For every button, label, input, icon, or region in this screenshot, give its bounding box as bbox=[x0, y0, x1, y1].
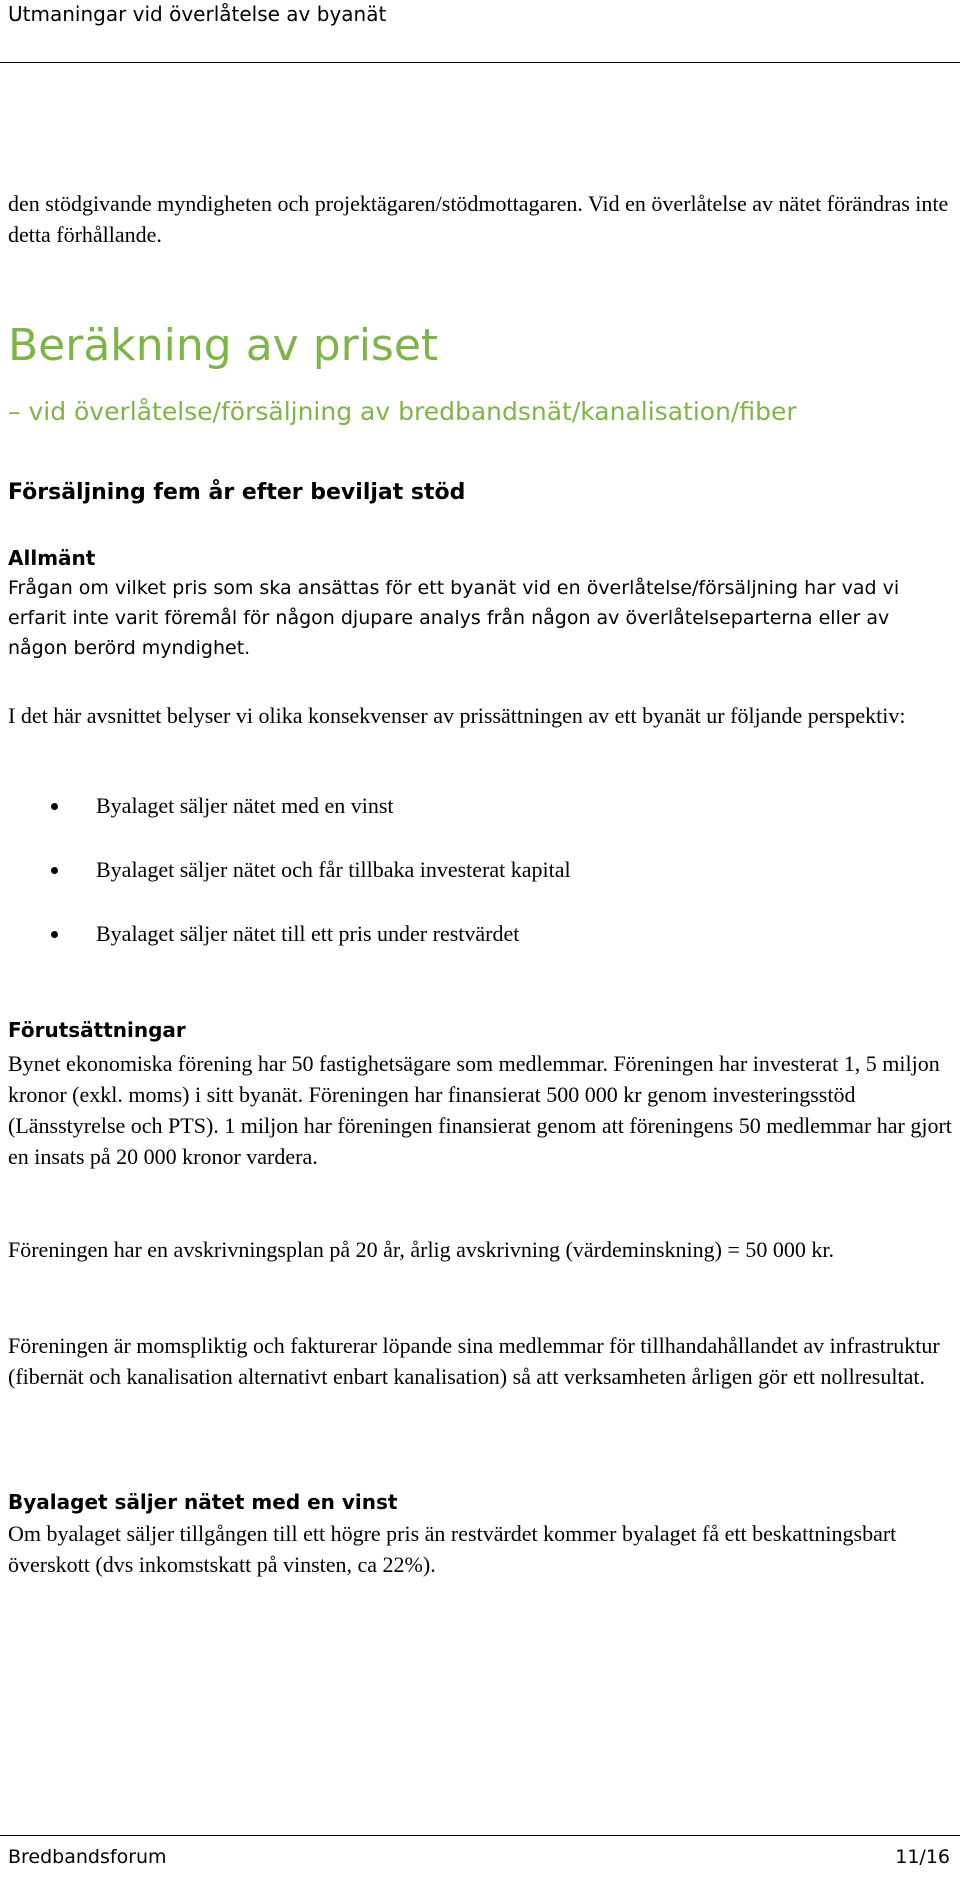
allmant-text: Frågan om vilket pris som ska ansättas för ett byanät vid en överlåtelse/försäljning har vad vi erfarit inte varit föremål för någon djupare analys från någon av överlåtelseparterna eller av någon berörd myndighet. bbox=[8, 577, 900, 659]
footer-rule bbox=[0, 1835, 960, 1836]
bullet-icon bbox=[51, 931, 58, 938]
vinst-heading: Byalaget säljer nätet med en vinst bbox=[8, 1490, 398, 1514]
forutsattningar-heading: Förutsättningar bbox=[8, 1018, 186, 1042]
perspective-intro: I det här avsnittet belyser vi olika konsekvenser av prissättningen av ett byanät ur följande perspektiv: bbox=[8, 703, 906, 728]
list-item-text: Byalaget säljer nätet med en vinst bbox=[96, 793, 394, 818]
header-rule bbox=[0, 62, 960, 63]
forutsattningar-p3: Föreningen är momspliktig och fakturerar löpande sina medlemmar för tillhandahållandet av infrastruktur (fibernät och kanalisation alternativt enbart kanalisation) så att verksamheten årligen gör ett nollresultat. bbox=[8, 1333, 940, 1389]
header-title: Utmaningar vid överlåtelse av byanät bbox=[8, 2, 387, 26]
list-item bbox=[0, 854, 960, 918]
perspective-list bbox=[0, 790, 960, 982]
page-number: 11/16 bbox=[895, 1846, 950, 1868]
footer-publisher: Bredbandsforum bbox=[8, 1846, 167, 1868]
subsection-title: Försäljning fem år efter beviljat stöd bbox=[8, 480, 466, 505]
intro-paragraph: den stödgivande myndigheten och projektägaren/stödmottagaren. Vid en överlåtelse av nätet förändras inte detta förhållande. bbox=[8, 191, 949, 247]
forutsattningar-p1: Bynet ekonomiska förening har 50 fastighetsägare som medlemmar. Föreningen har investerat 1, 5 miljon kronor (exkl. moms) i sitt byanät. Föreningen har finansierat 500 000 kr genom investeringsstöd (Länsstyrelse och PTS). 1 miljon har föreningen finansierat genom att föreningens 50 medlemmar har gjort en insats på 20 000 kronor vardera. bbox=[8, 1051, 952, 1169]
bullet-icon bbox=[51, 867, 58, 874]
vinst-text: Om byalaget säljer tillgången till ett högre pris än restvärdet kommer byalaget få ett beskattningsbart överskott (dvs inkomstskatt på vinsten, ca 22%). bbox=[8, 1521, 897, 1577]
list-item bbox=[0, 790, 960, 854]
list-item-text: Byalaget säljer nätet till ett pris under restvärdet bbox=[96, 921, 520, 946]
list-item-text: Byalaget säljer nätet och får tillbaka investerat kapital bbox=[96, 857, 571, 882]
list-item bbox=[0, 918, 960, 982]
section-title: Beräkning av priset bbox=[8, 320, 439, 371]
allmant-heading: Allmänt bbox=[8, 546, 96, 570]
bullet-icon bbox=[51, 803, 58, 810]
forutsattningar-p2: Föreningen har en avskrivningsplan på 20 år, årlig avskrivning (värdeminskning) = 50 000 kr. bbox=[8, 1237, 834, 1262]
section-subtitle: – vid överlåtelse/försäljning av bredbandsnät/kanalisation/fiber bbox=[8, 397, 797, 426]
